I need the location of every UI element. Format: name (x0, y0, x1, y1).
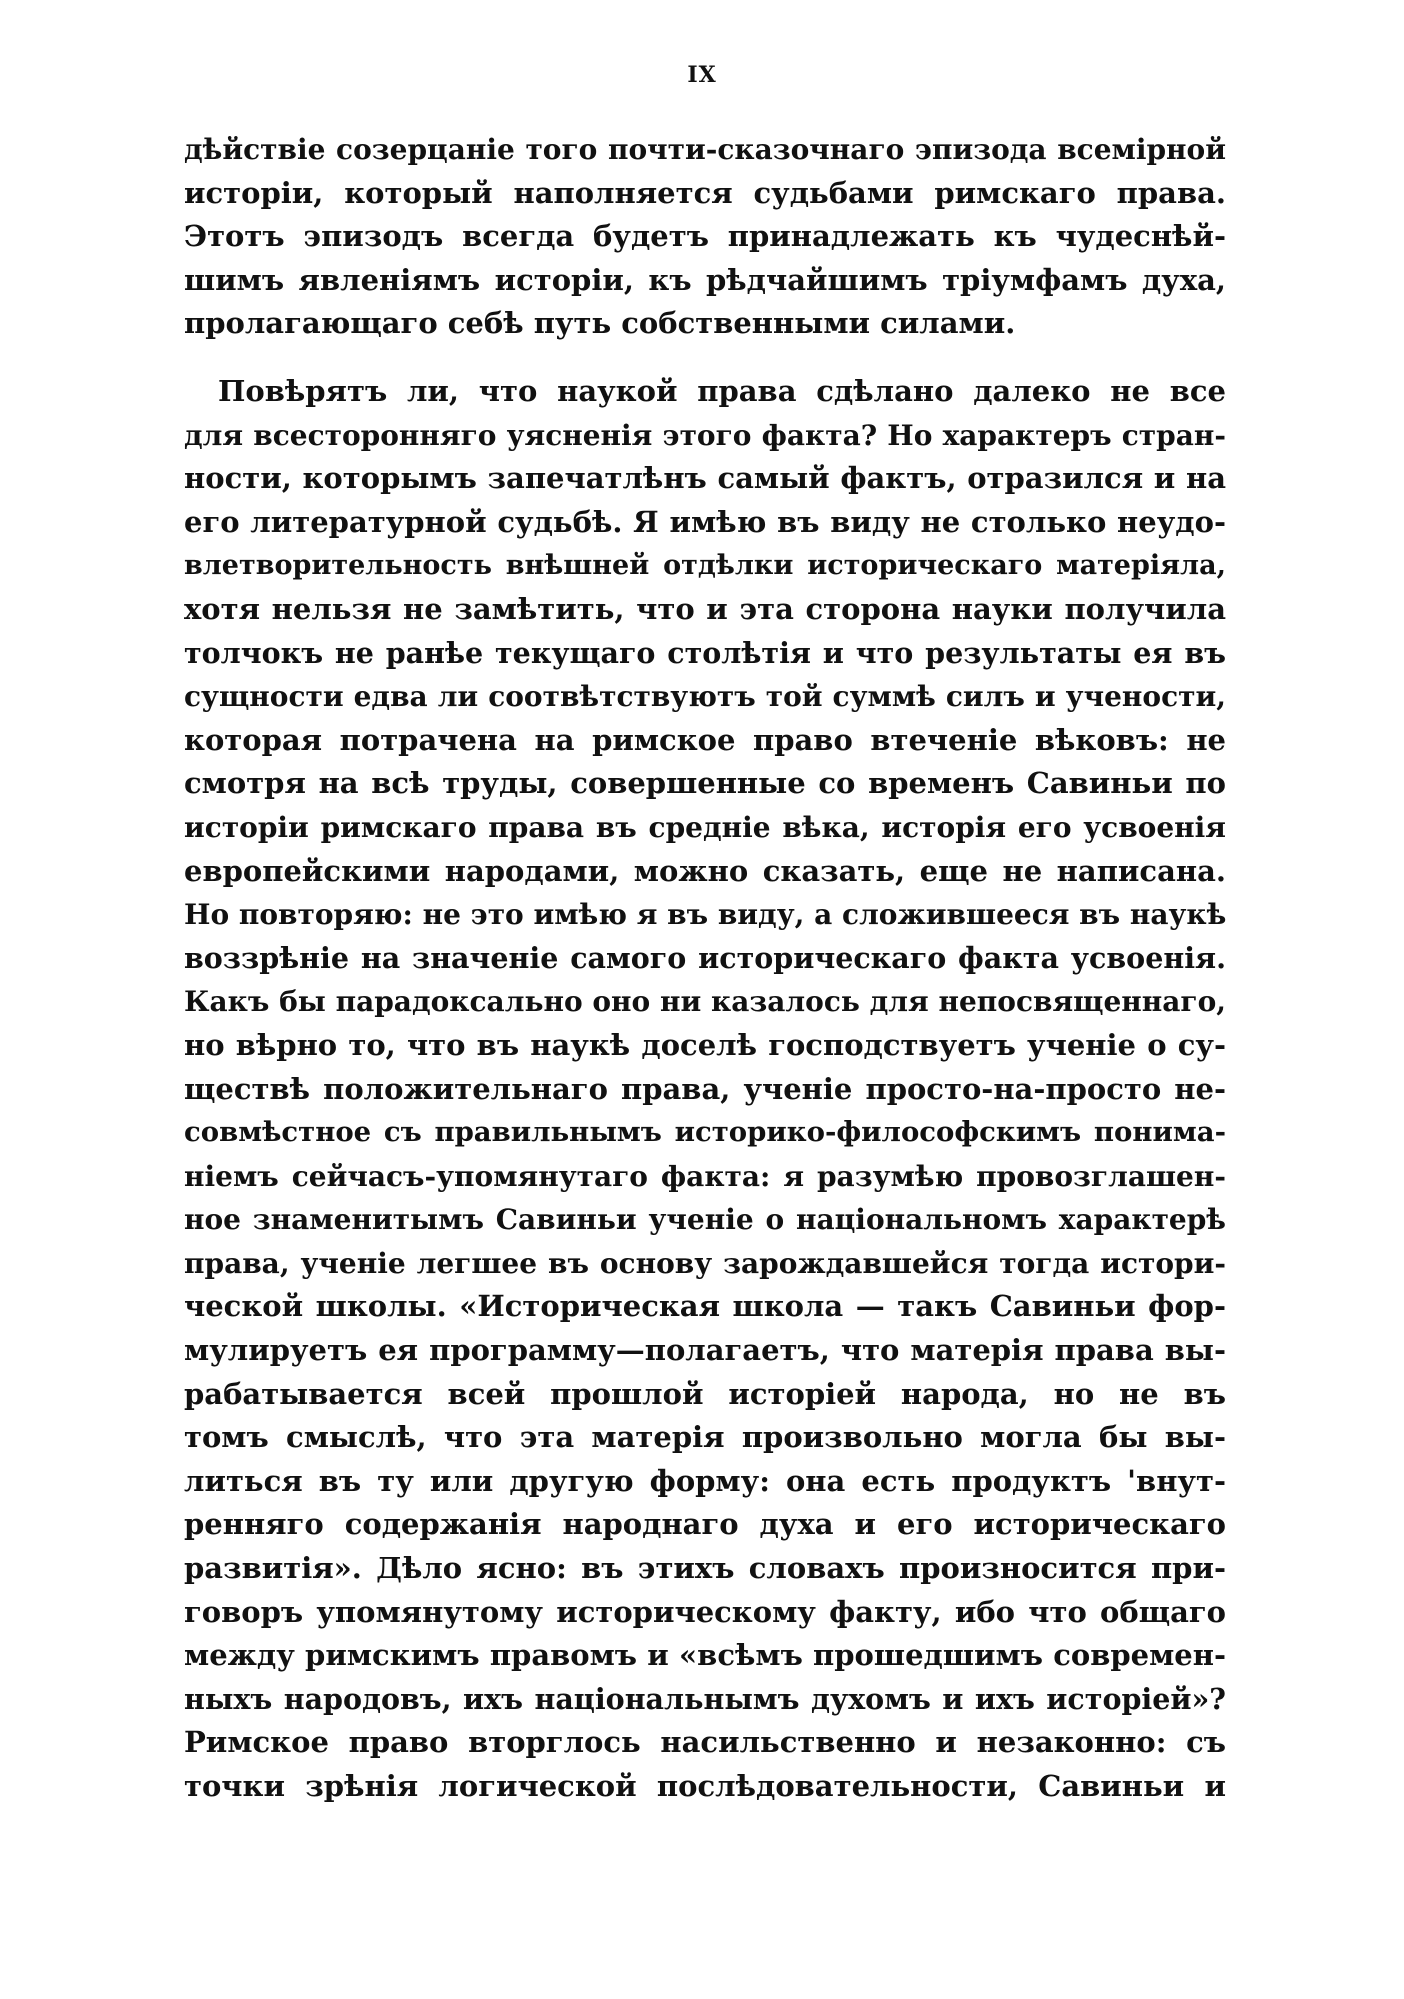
text-line: литься въ ту или другую форму: она есть продуктъ 'внут- (184, 1463, 1226, 1498)
text-line: права, ученіе легшее въ основу зарождавшейся тогда истори- (184, 1246, 1226, 1280)
text-line: которая потрачена на римское право втеченіе вѣковъ: не (184, 722, 1226, 757)
text-line: его литературной судьбѣ. Я имѣю въ виду не столько неудо- (184, 504, 1226, 539)
paragraph-1 (184, 128, 1226, 346)
text-line: хотя нельзя не замѣтить, что и эта сторона науки получила (184, 591, 1226, 626)
text-line: точки зрѣнія логической послѣдовательности, Савиньи и (184, 1769, 1226, 1803)
text-line: Этотъ эпизодъ всегда будетъ принадлежать къ чудеснѣй- (184, 219, 1226, 254)
text-line: для всесторонняго уясненія этого факта? Но характеръ стран- (184, 418, 1226, 452)
text-line: ныхъ народовъ, ихъ національнымъ духомъ и ихъ исторіей»? (184, 1681, 1226, 1716)
text-line: дѣйствіе созерцаніе того почти-сказочнаго эпизода всемірной (184, 133, 1226, 166)
text-line: смотря на всѣ труды, совершенные со временъ Савиньи по (184, 766, 1226, 801)
text-line: томъ смыслѣ, что эта матерія произвольно могла бы вы- (184, 1420, 1226, 1455)
text-line: говоръ упомянутому историческому факту, ибо что общаго (184, 1594, 1226, 1629)
text-line: Повѣрятъ ли, что наукой права сдѣлано далеко не все (218, 374, 1226, 408)
text-line: исторіи, который наполняется судьбами римскаго права. (184, 175, 1226, 210)
text-line: ное знаменитымъ Савиньи ученіе о національномъ характерѣ (184, 1203, 1226, 1237)
text-line: воззрѣніе на значеніе самого историческаго факта усвоенія. (184, 940, 1226, 975)
text-line: шимъ явленіямъ исторіи, къ рѣдчайшимъ тріумфамъ духа, (184, 262, 1226, 297)
text-line: Какъ бы парадоксально оно ни казалось для непосвященнаго, (184, 985, 1226, 1019)
text-line: совмѣстное съ правильнымъ историко-философскимъ понима- (184, 1116, 1226, 1149)
text-line: толчокъ не ранѣе текущаго столѣтія и что результаты ея въ (184, 635, 1226, 670)
text-line: но вѣрно то, что въ наукѣ доселѣ господствуетъ ученіе о су- (184, 1027, 1226, 1062)
text-line: исторіи римскаго права въ средніе вѣка, исторія его усвоенія (184, 810, 1226, 844)
text-line: влетворительность внѣшней отдѣлки историческаго матеріяла, (184, 550, 1226, 582)
text-line: мулируетъ ея программу—полагаетъ, что матерія права вы- (184, 1333, 1226, 1368)
text-line: развитія». Дѣло ясно: въ этихъ словахъ произносится при- (184, 1551, 1226, 1586)
paragraph-2 (184, 370, 1226, 1809)
text-line: Но повторяю: не это имѣю я въ виду, а сложившееся въ наукѣ (184, 898, 1226, 932)
text-line: ществѣ положительнаго права, ученіе просто-на-просто не- (184, 1071, 1226, 1106)
text-line: ніемъ сейчасъ-упомянутаго факта: я разумѣю провозглашен- (184, 1159, 1226, 1193)
text-line: ности, которымъ запечатлѣнъ самый фактъ, отразился и на (184, 461, 1226, 496)
text-line: пролагающаго себѣ путь собственными силами. (184, 306, 1016, 341)
text-line: сущности едва ли соотвѣтствуютъ той суммѣ силъ и учености, (184, 680, 1226, 714)
text-line: Римское право вторглось насильственно и незаконно: съ (184, 1725, 1226, 1760)
text-line: между римскимъ правомъ и «всѣмъ прошедшимъ современ- (184, 1638, 1226, 1673)
text-line: рабатывается всей прошлой исторіей народа, но не въ (184, 1376, 1226, 1411)
page-number: IX (687, 62, 717, 88)
text-line: европейскими народами, можно сказать, еще не написана. (184, 853, 1226, 888)
text-line: ческой школы. «Историческая школа — такъ Савиньи фор- (184, 1289, 1226, 1324)
text-line: ренняго содержанія народнаго духа и его историческаго (184, 1507, 1226, 1542)
